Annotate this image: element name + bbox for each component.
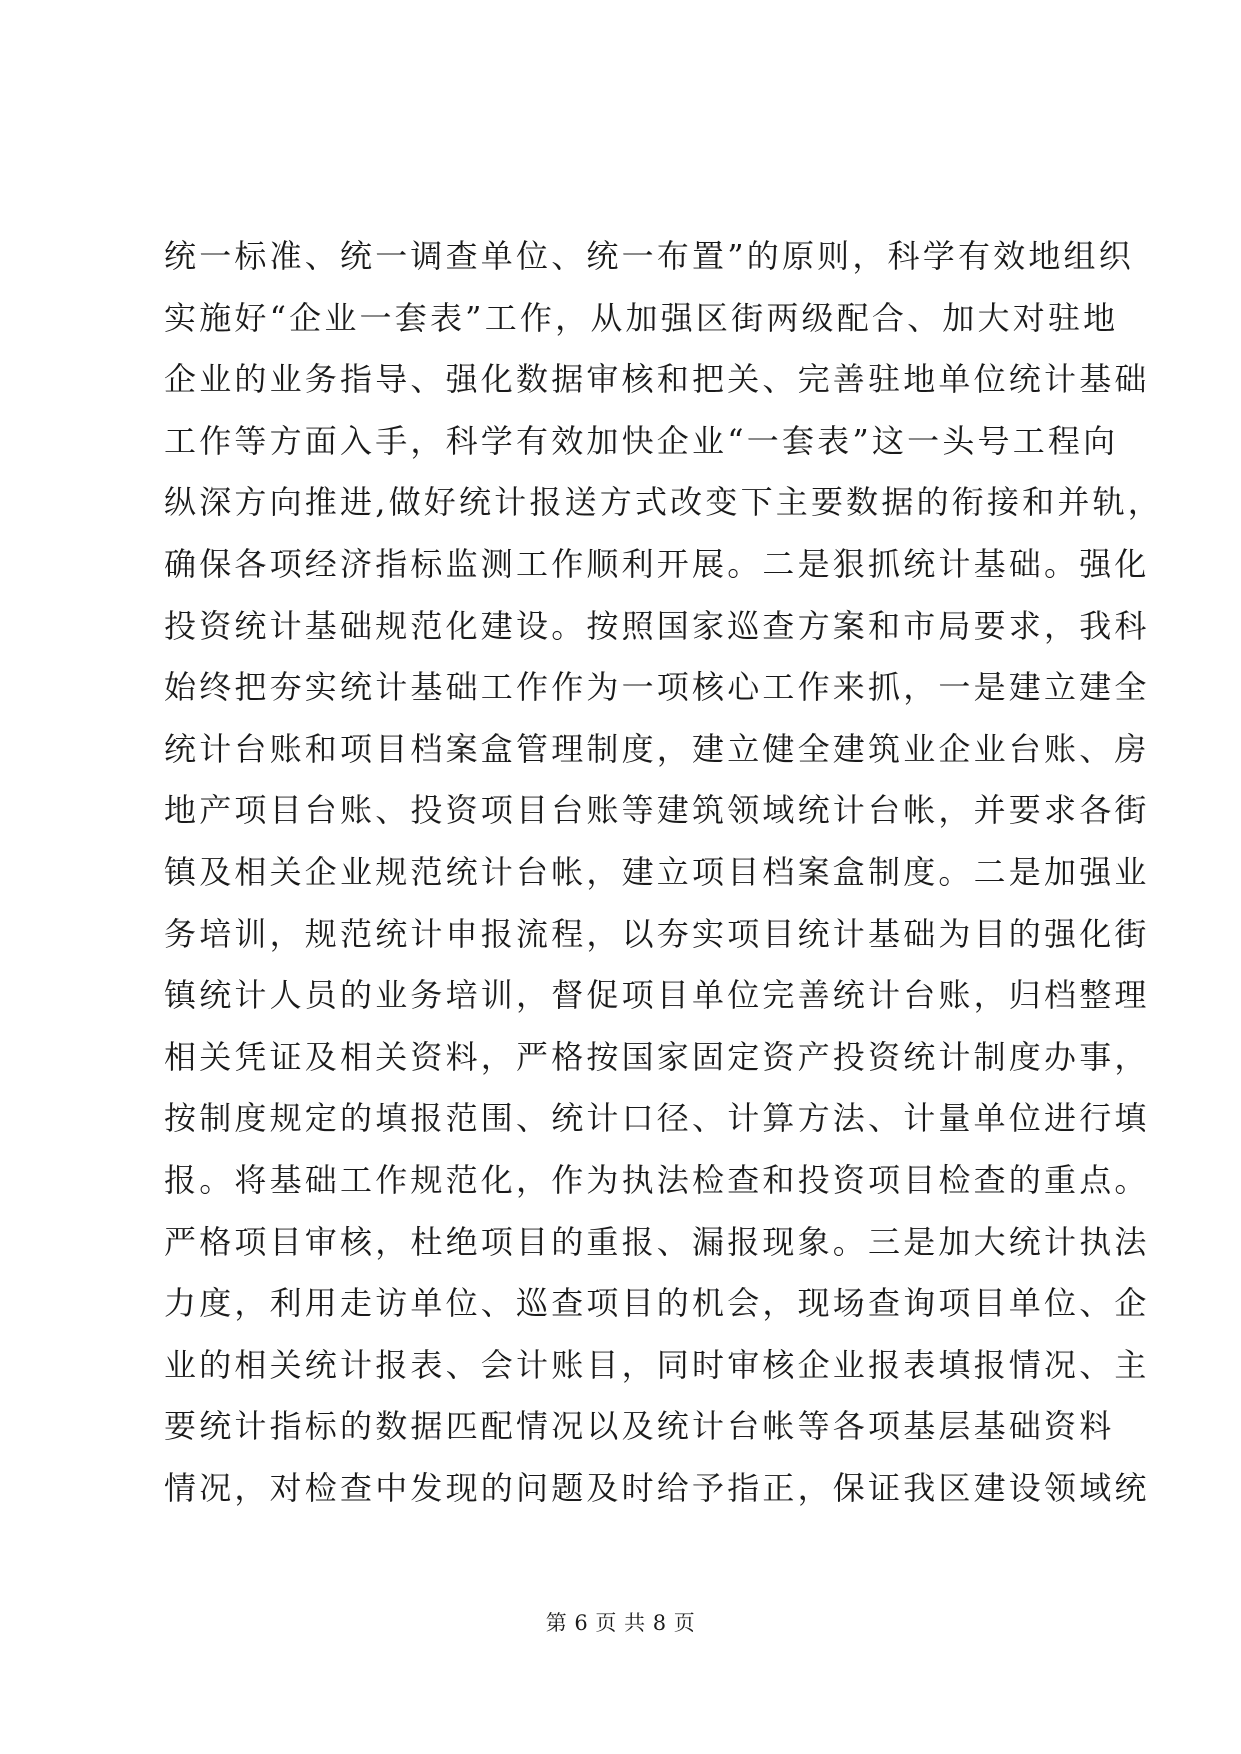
text-line: 实施好“企业一套表”工作，从加强区街两级配合、加大对驻地 bbox=[164, 298, 1119, 337]
text-line: 确保各项经济指标监测工作顺利开展。二是狠抓统计基础。强化 bbox=[164, 544, 1150, 583]
text-line: 务培训，规范统计申报流程，以夯实项目统计基础为目的强化街 bbox=[164, 914, 1150, 953]
text-line: 统计台账和项目档案盒管理制度，建立健全建筑业企业台账、房 bbox=[164, 729, 1150, 768]
text-line: 相关凭证及相关资料，严格按国家固定资产投资统计制度办事， bbox=[164, 1037, 1150, 1076]
text-line: 业的相关统计报表、会计账目，同时审核企业报表填报情况、主 bbox=[164, 1345, 1150, 1384]
text-line: 地产项目台账、投资项目台账等建筑领域统计台帐，并要求各街 bbox=[164, 791, 1150, 830]
text-line: 报。将基础工作规范化，作为执法检查和投资项目检查的重点。 bbox=[164, 1160, 1150, 1199]
text-line: 情况，对检查中发现的问题及时给予指正，保证我区建设领域统 bbox=[164, 1468, 1150, 1507]
text-line: 镇及相关企业规范统计台帐，建立项目档案盒制度。二是加强业 bbox=[164, 852, 1150, 891]
body-text bbox=[164, 226, 1163, 1519]
text-line: 工作等方面入手，科学有效加快企业“一套表”这一头号工程向 bbox=[164, 421, 1119, 460]
text-line: 投资统计基础规范化建设。按照国家巡查方案和市局要求，我科 bbox=[164, 606, 1150, 645]
text-line: 严格项目审核，杜绝项目的重报、漏报现象。三是加大统计执法 bbox=[164, 1222, 1150, 1261]
page-number-footer: 第 6 页 共 8 页 bbox=[545, 1611, 696, 1635]
text-line: 要统计指标的数据匹配情况以及统计台帐等各项基层基础资料 bbox=[164, 1407, 1115, 1446]
text-line: 企业的业务指导、强化数据审核和把关、完善驻地单位统计基础 bbox=[164, 360, 1150, 399]
text-line: 力度，利用走访单位、巡查项目的机会，现场查询项目单位、企 bbox=[164, 1284, 1150, 1323]
text-line: 始终把夯实统计基础工作作为一项核心工作来抓，一是建立建全 bbox=[164, 668, 1150, 707]
text-line: 纵深方向推进,做好统计报送方式改变下主要数据的衔接和并轨， bbox=[164, 483, 1163, 522]
text-line: 镇统计人员的业务培训，督促项目单位完善统计台账，归档整理 bbox=[164, 976, 1150, 1015]
text-line: 统一标准、统一调查单位、统一布置”的原则，科学有效地组织 bbox=[164, 237, 1134, 275]
text-line: 按制度规定的填报范围、统计口径、计算方法、计量单位进行填 bbox=[164, 1099, 1150, 1138]
